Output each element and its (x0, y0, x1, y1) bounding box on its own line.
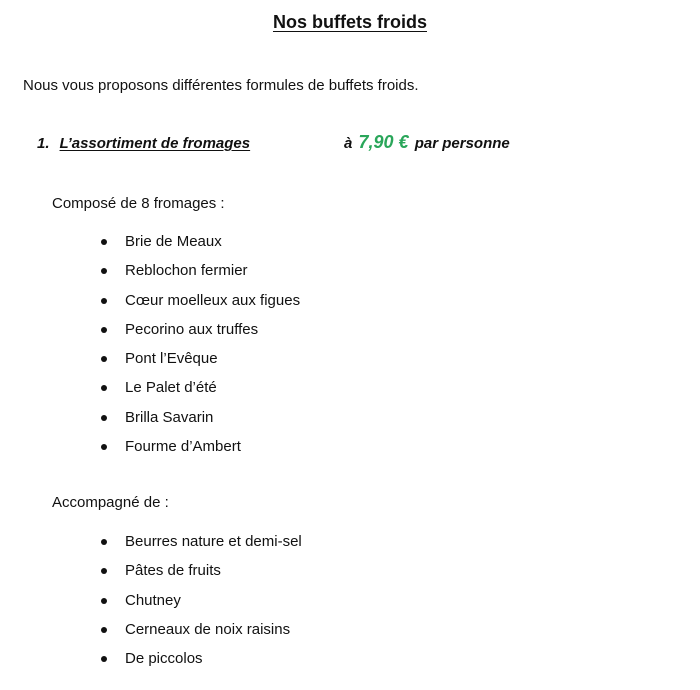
section-name: L’assortiment de fromages (59, 135, 251, 152)
list-item-label: De piccolos (125, 650, 203, 668)
list-item-label: Reblochon fermier (125, 262, 248, 280)
list-item (0, 349, 300, 378)
list-item (0, 591, 302, 620)
price-line (344, 132, 510, 153)
list-item (0, 437, 300, 466)
list-item (0, 261, 300, 290)
accompaniment-list (0, 532, 302, 678)
list-item-label: Chutney (125, 591, 181, 609)
intro-text: Nous vous proposons différentes formules de buffets froids. (23, 77, 419, 94)
list-item (0, 532, 302, 561)
section-heading (37, 135, 250, 152)
page-title-text: Nos buffets froids (272, 12, 427, 32)
list-item (0, 232, 300, 261)
price-value: 7,90 € (358, 132, 409, 152)
bullet-icon (101, 598, 107, 604)
composition-label: Composé de 8 fromages : (52, 195, 225, 212)
list-item (0, 649, 302, 678)
list-item-label: Cœur moelleux aux figues (125, 291, 301, 309)
list-item-label: Pâtes de fruits (125, 562, 221, 580)
list-item-label: Fourme d’Ambert (125, 438, 241, 456)
bullet-icon (101, 444, 107, 450)
list-item-label: Brie de Meaux (125, 233, 222, 250)
list-item-label: Cerneaux de noix raisins (125, 620, 291, 638)
accompaniment-label: Accompagné de : (52, 494, 169, 511)
list-item-label: Pont l’Evêque (125, 350, 218, 368)
bullet-icon (101, 239, 107, 245)
list-item-label: Beurres nature et demi-sel (125, 533, 302, 550)
list-item-label: Le Palet d’été (125, 379, 217, 397)
bullet-icon (101, 268, 107, 274)
list-item-label: Brilla Savarin (125, 408, 214, 426)
list-item (0, 408, 300, 437)
bullet-icon (101, 327, 107, 333)
bullet-icon (101, 627, 107, 633)
bullet-icon (101, 656, 107, 662)
price-suffix: par personne (414, 135, 510, 152)
bullet-icon (101, 356, 107, 362)
list-item (0, 320, 300, 349)
page-title (0, 12, 700, 33)
list-item (0, 291, 300, 320)
cheese-list (0, 232, 300, 466)
list-item (0, 561, 302, 590)
bullet-icon (101, 415, 107, 421)
list-item-label: Pecorino aux truffes (125, 320, 259, 338)
section-number: 1. (37, 135, 50, 152)
list-item (0, 378, 300, 407)
bullet-icon (101, 298, 107, 304)
price-prefix: à (344, 135, 353, 152)
bullet-icon (101, 568, 107, 574)
bullet-icon (101, 539, 107, 545)
bullet-icon (101, 385, 107, 391)
list-item (0, 620, 302, 649)
